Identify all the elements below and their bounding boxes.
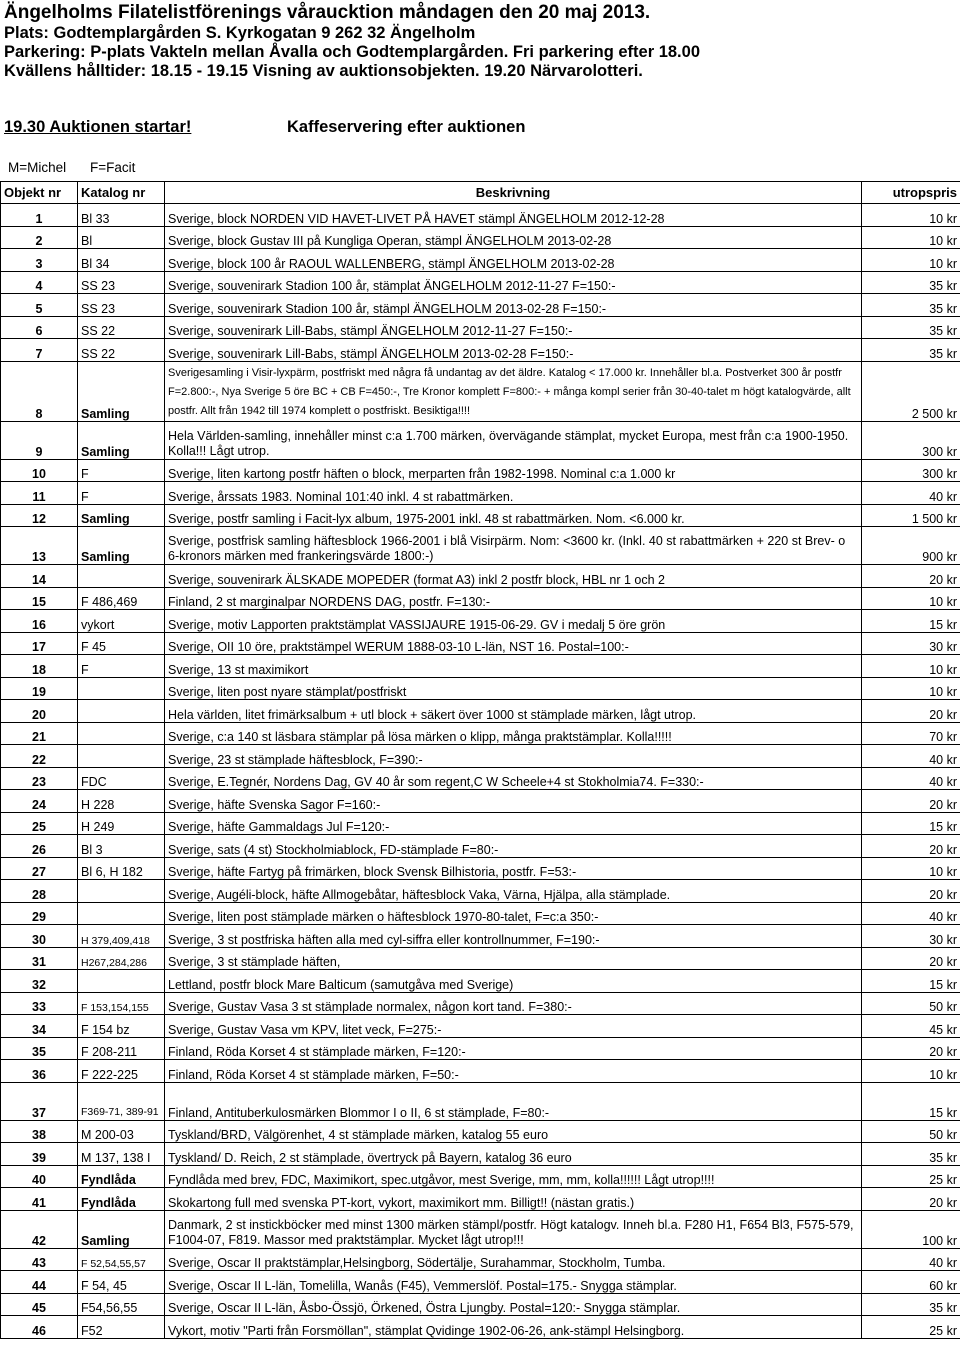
table-row <box>1 902 960 925</box>
header-beskrivning: Beskrivning <box>165 182 862 204</box>
table-body <box>1 204 960 1339</box>
table-row <box>1 1210 960 1248</box>
table-row <box>1 459 960 482</box>
lot-description: Sverige, sats (4 st) Stockholmiablock, FD-stämplade F=80:- <box>165 835 862 858</box>
auction-start-text: 19.30 Auktionen startar! <box>4 118 192 136</box>
start-price: 100 kr <box>862 1210 960 1248</box>
legend-michel: M=Michel <box>8 160 67 175</box>
lot-number: 45 <box>1 1293 78 1316</box>
lot-number: 7 <box>1 339 78 362</box>
catalog-number: Samling <box>78 361 165 421</box>
lot-number: 6 <box>1 316 78 339</box>
catalog-number: F 222-225 <box>78 1060 165 1083</box>
table-row <box>1 722 960 745</box>
catalog-number: Bl 6, H 182 <box>78 857 165 880</box>
lot-description: Tyskland/ D. Reich, 2 st stämplade, övertryck på Bayern, katalog 36 euro <box>165 1143 862 1166</box>
lot-description: Sverige, Oscar II praktstämplar,Helsingborg, Södertälje, Surahammar, Stockholm, Tumba. <box>165 1248 862 1271</box>
start-price: 40 kr <box>862 767 960 790</box>
table-header-row <box>1 182 960 204</box>
start-price: 1 500 kr <box>862 504 960 527</box>
catalog-number: H 379,409,418 <box>78 925 165 948</box>
header-venue: Plats: Godtemplargården S. Kyrkogatan 9 262 32 Ängelholm <box>4 24 476 42</box>
start-price: 40 kr <box>862 482 960 505</box>
table-row <box>1 992 960 1015</box>
table-row <box>1 610 960 633</box>
catalog-number: F 54, 45 <box>78 1271 165 1294</box>
catalog-number: F54,56,55 <box>78 1293 165 1316</box>
lot-number: 32 <box>1 970 78 993</box>
catalog-number: Samling <box>78 527 165 565</box>
lot-number: 22 <box>1 745 78 768</box>
start-price: 10 kr <box>862 677 960 700</box>
lot-description: Sverige, E.Tegnér, Nordens Dag, GV 40 år som regent,C W Scheele+4 st Stokholmia74. F=330:- <box>165 767 862 790</box>
lot-description: Sverigesamling i Visir-lyxpärm, postfriskt med några få undantag av det äldre. Katalog < 17.000 kr. Innehåller bl.a. Postverket 300 år postfr F=2.800:-, Nya Sverige 5 öre BC + CB F=450:-, Tre Kronor komplett F=800:- + många kompl serier från 30-40-talet m högt katalogvärde, allt postfr. Allt från 1942 till 1974 komplett o postfriskt. Besiktiga!!!! <box>165 361 862 421</box>
lot-description: Sverige, Gustav Vasa 3 st stämplade normalex, någon kort tand. F=380:- <box>165 992 862 1015</box>
table-row <box>1 204 960 227</box>
table-row <box>1 655 960 678</box>
lot-description: Lettland, postfr block Mare Balticum (samutgåva med Sverige) <box>165 970 862 993</box>
start-price: 300 kr <box>862 459 960 482</box>
lot-description: Finland, 2 st marginalpar NORDENS DAG, postfr. F=130:- <box>165 587 862 610</box>
table-row <box>1 504 960 527</box>
start-price: 10 kr <box>862 857 960 880</box>
lot-number: 9 <box>1 421 78 459</box>
start-price: 300 kr <box>862 421 960 459</box>
table-row <box>1 1060 960 1083</box>
auction-table <box>0 181 960 1339</box>
catalog-number: H 228 <box>78 790 165 813</box>
header-katalog-nr: Katalog nr <box>78 182 165 204</box>
lot-description: Sverige, häfte Fartyg på frimärken, block Svensk Bilhistoria, postfr. F=53:- <box>165 857 862 880</box>
lot-description: Sverige, postfr samling i Facit-lyx album, 1975-2001 inkl. 48 st rabattmärken. Nom. <6.000 kr. <box>165 504 862 527</box>
table-row <box>1 527 960 565</box>
lot-number: 44 <box>1 1271 78 1294</box>
catalog-number: Samling <box>78 504 165 527</box>
lot-number: 19 <box>1 677 78 700</box>
table-row <box>1 1188 960 1211</box>
lot-number: 33 <box>1 992 78 1015</box>
lot-number: 40 <box>1 1165 78 1188</box>
table-row <box>1 482 960 505</box>
lot-description: Sverige, c:a 140 st läsbara stämplar på lösa märken o klipp, många praktstämplar. Kolla!!!!! <box>165 722 862 745</box>
start-price: 50 kr <box>862 1120 960 1143</box>
table-row <box>1 226 960 249</box>
catalog-number: F 154 bz <box>78 1015 165 1038</box>
catalog-number <box>78 700 165 723</box>
lot-description: Sverige, Augéli-block, häfte Allmogebåtar, häftesblock Vaka, Värna, Hjälpa, alla stämplade. <box>165 880 862 903</box>
lot-description: Sverige, liten post nyare stämplat/postfriskt <box>165 677 862 700</box>
start-price: 50 kr <box>862 992 960 1015</box>
lot-number: 46 <box>1 1316 78 1339</box>
lot-number: 10 <box>1 459 78 482</box>
lot-description: Sverige, OII 10 öre, praktstämpel WERUM 1888-03-10 L-län, NST 16. Postal=100:- <box>165 632 862 655</box>
table-row <box>1 249 960 272</box>
catalog-number: vykort <box>78 610 165 633</box>
header-title: Ängelholms Filatelistförenings våraucktion måndagen den 20 maj 2013. <box>4 2 651 23</box>
start-price: 10 kr <box>862 1060 960 1083</box>
lot-description: Sverige, Oscar II L-län, Tomelilla, Wanås (F45), Vemmerslöf. Postal=175.- Snygga stämplar. <box>165 1271 862 1294</box>
lot-number: 17 <box>1 632 78 655</box>
lot-number: 2 <box>1 226 78 249</box>
start-price: 10 kr <box>862 249 960 272</box>
lot-description: Sverige, souvenirark Stadion 100 år, stämplat ÄNGELHOLM 2012-11-27 F=150:- <box>165 271 862 294</box>
lot-number: 12 <box>1 504 78 527</box>
lot-description: Fyndlåda med brev, FDC, Maximikort, spec.utgåvor, mest Sverige, mm, mm, kolla!!!!!! Lågt utrop!!!! <box>165 1165 862 1188</box>
lot-description: Sverige, souvenirark ÄLSKADE MOPEDER (format A3) inkl 2 postfr block, HBL nr 1 och 2 <box>165 565 862 588</box>
lot-description: Sverige, 13 st maximikort <box>165 655 862 678</box>
table-row <box>1 700 960 723</box>
table-row <box>1 1271 960 1294</box>
lot-number: 30 <box>1 925 78 948</box>
table-row <box>1 767 960 790</box>
catalog-number: F369-71, 389-91 <box>78 1082 165 1120</box>
start-price: 60 kr <box>862 1271 960 1294</box>
lot-number: 3 <box>1 249 78 272</box>
lot-description: Finland, Röda Korset 4 st stämplade märken, F=120:- <box>165 1037 862 1060</box>
start-price: 20 kr <box>862 1037 960 1060</box>
catalog-number: F <box>78 459 165 482</box>
start-price: 20 kr <box>862 947 960 970</box>
catalog-number: F 208-211 <box>78 1037 165 1060</box>
lot-number: 38 <box>1 1120 78 1143</box>
lot-number: 31 <box>1 947 78 970</box>
header-parking: Parkering: P-plats Vakteln mellan Åvalla och Godtemplargården. Fri parkering efter 18.00 <box>4 43 700 61</box>
lot-number: 29 <box>1 902 78 925</box>
lot-description: Sverige, postfrisk samling häftesblock 1966-2001 i blå Visirpärm. Nom: <3600 kr. (Inkl. 40 st rabattmärken + 220 st Brev- o 6-kronors märken med frankeringsvärde 1800:-) <box>165 527 862 565</box>
lot-number: 37 <box>1 1082 78 1120</box>
catalog-number: M 137, 138 I <box>78 1143 165 1166</box>
start-price: 20 kr <box>862 1188 960 1211</box>
lot-description: Vykort, motiv "Parti från Forsmöllan", stämplat Qvidinge 1902-06-26, ank-stämpl Helsingborg. <box>165 1316 862 1339</box>
lot-description: Sverige, häfte Gammaldags Jul F=120:- <box>165 812 862 835</box>
catalog-number: M 200-03 <box>78 1120 165 1143</box>
lot-description: Sverige, liten post stämplade märken o häftesblock 1970-80-talet, F=c:a 350:- <box>165 902 862 925</box>
table-row <box>1 1293 960 1316</box>
table-row <box>1 745 960 768</box>
lot-description: Skokartong full med svenska PT-kort, vykort, maximikort mm. Billigt!! (nästan gratis.) <box>165 1188 862 1211</box>
start-price: 45 kr <box>862 1015 960 1038</box>
table-row <box>1 1015 960 1038</box>
start-price: 35 kr <box>862 271 960 294</box>
lot-number: 21 <box>1 722 78 745</box>
catalog-number <box>78 970 165 993</box>
lot-description: Finland, Antituberkulosmärken Blommor I o II, 6 st stämplade, F=80:- <box>165 1082 862 1120</box>
lot-description: Sverige, 3 st postfriska häften alla med cyl-siffra eller kontrollnummer, F=190:- <box>165 925 862 948</box>
lot-description: Sverige, liten kartong postfr häften o block, merparten från 1982-1998. Nominal c:a 1.000 kr <box>165 459 862 482</box>
catalog-number: SS 22 <box>78 316 165 339</box>
lot-number: 34 <box>1 1015 78 1038</box>
lot-number: 42 <box>1 1210 78 1248</box>
start-price: 10 kr <box>862 655 960 678</box>
lot-number: 8 <box>1 361 78 421</box>
start-price: 30 kr <box>862 925 960 948</box>
lot-number: 13 <box>1 527 78 565</box>
table-row <box>1 587 960 610</box>
table-row <box>1 339 960 362</box>
catalog-number: F 45 <box>78 632 165 655</box>
table-row <box>1 970 960 993</box>
lot-number: 1 <box>1 204 78 227</box>
start-price: 15 kr <box>862 970 960 993</box>
catalog-number: Samling <box>78 421 165 459</box>
table-row <box>1 565 960 588</box>
start-price: 30 kr <box>862 632 960 655</box>
lot-description: Sverige, 3 st stämplade häften, <box>165 947 862 970</box>
document-header <box>4 2 954 81</box>
lot-number: 18 <box>1 655 78 678</box>
lot-description: Sverige, Oscar II L-län, Åsbo-Össjö, Örkened, Östra Ljungby. Postal=120:- Snygga stämplar. <box>165 1293 862 1316</box>
start-price: 40 kr <box>862 1248 960 1271</box>
start-row <box>4 118 954 140</box>
table-row <box>1 1165 960 1188</box>
catalog-number: F 52,54,55,57 <box>78 1248 165 1271</box>
start-price: 70 kr <box>862 722 960 745</box>
start-price: 10 kr <box>862 587 960 610</box>
table-row <box>1 880 960 903</box>
lot-number: 5 <box>1 294 78 317</box>
catalog-number: Bl <box>78 226 165 249</box>
lot-number: 26 <box>1 835 78 858</box>
start-price: 35 kr <box>862 294 960 317</box>
start-price: 900 kr <box>862 527 960 565</box>
lot-number: 24 <box>1 790 78 813</box>
start-price: 10 kr <box>862 226 960 249</box>
lot-description: Tyskland/BRD, Välgörenhet, 4 st stämplade märken, katalog 55 euro <box>165 1120 862 1143</box>
start-price: 25 kr <box>862 1316 960 1339</box>
lot-number: 11 <box>1 482 78 505</box>
catalog-number: Fyndlåda <box>78 1188 165 1211</box>
table-row <box>1 925 960 948</box>
start-price: 20 kr <box>862 790 960 813</box>
catalog-number: SS 22 <box>78 339 165 362</box>
lot-number: 35 <box>1 1037 78 1060</box>
lot-description: Sverige, 23 st stämplade häftesblock, F=390:- <box>165 745 862 768</box>
header-objekt-nr: Objekt nr <box>1 182 78 204</box>
catalog-number: F52 <box>78 1316 165 1339</box>
catalog-number: H267,284,286 <box>78 947 165 970</box>
lot-number: 20 <box>1 700 78 723</box>
start-price: 10 kr <box>862 204 960 227</box>
table-row <box>1 632 960 655</box>
lot-description: Sverige, souvenirark Stadion 100 år, stämpl ÄNGELHOLM 2013-02-28 F=150:- <box>165 294 862 317</box>
table-row <box>1 1143 960 1166</box>
start-price: 40 kr <box>862 902 960 925</box>
table-row <box>1 294 960 317</box>
lot-number: 15 <box>1 587 78 610</box>
table-row <box>1 835 960 858</box>
start-price: 15 kr <box>862 812 960 835</box>
catalog-number <box>78 677 165 700</box>
lot-description: Sverige, motiv Lapporten praktstämplat VASSIJAURE 1915-06-29. GV i medalj 5 öre grön <box>165 610 862 633</box>
lot-number: 16 <box>1 610 78 633</box>
lot-description: Hela världen, litet frimärksalbum + utl block + säkert över 1000 st stämplade märken, lågt utrop. <box>165 700 862 723</box>
start-price: 20 kr <box>862 835 960 858</box>
table-row <box>1 316 960 339</box>
catalog-number: Bl 34 <box>78 249 165 272</box>
catalog-number <box>78 880 165 903</box>
lot-description: Hela Världen-samling, innehåller minst c:a 1.700 märken, övervägande stämplat, mycket Europa, mest från c:a 1900-1950. Kolla!!! Lågt utrop. <box>165 421 862 459</box>
lot-description: Sverige, souvenirark Lill-Babs, stämpl ÄNGELHOLM 2013-02-28 F=150:- <box>165 339 862 362</box>
catalog-number <box>78 722 165 745</box>
catalog-number: SS 23 <box>78 294 165 317</box>
lot-description: Finland, Röda Korset 4 st stämplade märken, F=50:- <box>165 1060 862 1083</box>
lot-description: Sverige, block Gustav III på Kungliga Operan, stämpl ÄNGELHOLM 2013-02-28 <box>165 226 862 249</box>
table-row <box>1 1120 960 1143</box>
lot-number: 25 <box>1 812 78 835</box>
start-price: 35 kr <box>862 1143 960 1166</box>
header-utropspris: utropspris <box>862 182 960 204</box>
lot-description: Sverige, block 100 år RAOUL WALLENBERG, stämpl ÄNGELHOLM 2013-02-28 <box>165 249 862 272</box>
legend-facit: F=Facit <box>90 160 136 175</box>
catalog-number: F <box>78 655 165 678</box>
table-row <box>1 421 960 459</box>
table-row <box>1 812 960 835</box>
lot-number: 28 <box>1 880 78 903</box>
table-row <box>1 857 960 880</box>
table-row <box>1 1082 960 1120</box>
catalog-number: SS 23 <box>78 271 165 294</box>
lot-description: Danmark, 2 st instickböcker med minst 1300 märken stämpl/postfr. Högt katalogv. Inneh bl.a. F280 H1, F654 Bl3, F575-579, F1004-07, F819. Massor med praktstämplar. Mycket lågt utrop!!! <box>165 1210 862 1248</box>
table-row <box>1 677 960 700</box>
start-price: 2 500 kr <box>862 361 960 421</box>
start-price: 20 kr <box>862 700 960 723</box>
catalog-number: Bl 3 <box>78 835 165 858</box>
table-row <box>1 947 960 970</box>
lot-number: 4 <box>1 271 78 294</box>
table-row <box>1 790 960 813</box>
table-row <box>1 271 960 294</box>
lot-number: 27 <box>1 857 78 880</box>
catalog-number: F 153,154,155 <box>78 992 165 1015</box>
lot-number: 14 <box>1 565 78 588</box>
catalog-number <box>78 902 165 925</box>
lot-number: 43 <box>1 1248 78 1271</box>
table-row <box>1 1037 960 1060</box>
table-row <box>1 361 960 421</box>
lot-description: Sverige, Gustav Vasa vm KPV, litet veck, F=275:- <box>165 1015 862 1038</box>
catalog-number: FDC <box>78 767 165 790</box>
start-price: 35 kr <box>862 1293 960 1316</box>
start-price: 35 kr <box>862 339 960 362</box>
start-price: 20 kr <box>862 880 960 903</box>
catalog-number: H 249 <box>78 812 165 835</box>
start-price: 35 kr <box>862 316 960 339</box>
coffee-note: Kaffeservering efter auktionen <box>287 118 526 136</box>
lot-description: Sverige, årssats 1983. Nominal 101:40 inkl. 4 st rabattmärken. <box>165 482 862 505</box>
catalog-number: Bl 33 <box>78 204 165 227</box>
lot-description: Sverige, souvenirark Lill-Babs, stämpl ÄNGELHOLM 2012-11-27 F=150:- <box>165 316 862 339</box>
table-row <box>1 1248 960 1271</box>
start-price: 15 kr <box>862 1082 960 1120</box>
lot-number: 23 <box>1 767 78 790</box>
start-price: 25 kr <box>862 1165 960 1188</box>
catalog-number: F 486,469 <box>78 587 165 610</box>
header-schedule: Kvällens hålltider: 18.15 - 19.15 Visning av auktionsobjekten. 19.20 Närvarolotteri. <box>4 62 643 80</box>
catalog-number: F <box>78 482 165 505</box>
lot-number: 39 <box>1 1143 78 1166</box>
catalog-number <box>78 745 165 768</box>
lot-number: 41 <box>1 1188 78 1211</box>
lot-number: 36 <box>1 1060 78 1083</box>
lot-description: Sverige, block NORDEN VID HAVET-LIVET PÅ HAVET stämpl ÄNGELHOLM 2012-12-28 <box>165 204 862 227</box>
start-price: 40 kr <box>862 745 960 768</box>
catalog-number: Samling <box>78 1210 165 1248</box>
table-row <box>1 1316 960 1339</box>
start-price: 15 kr <box>862 610 960 633</box>
catalog-number <box>78 565 165 588</box>
catalog-number: Fyndlåda <box>78 1165 165 1188</box>
start-price: 20 kr <box>862 565 960 588</box>
lot-description: Sverige, häfte Svenska Sagor F=160:- <box>165 790 862 813</box>
